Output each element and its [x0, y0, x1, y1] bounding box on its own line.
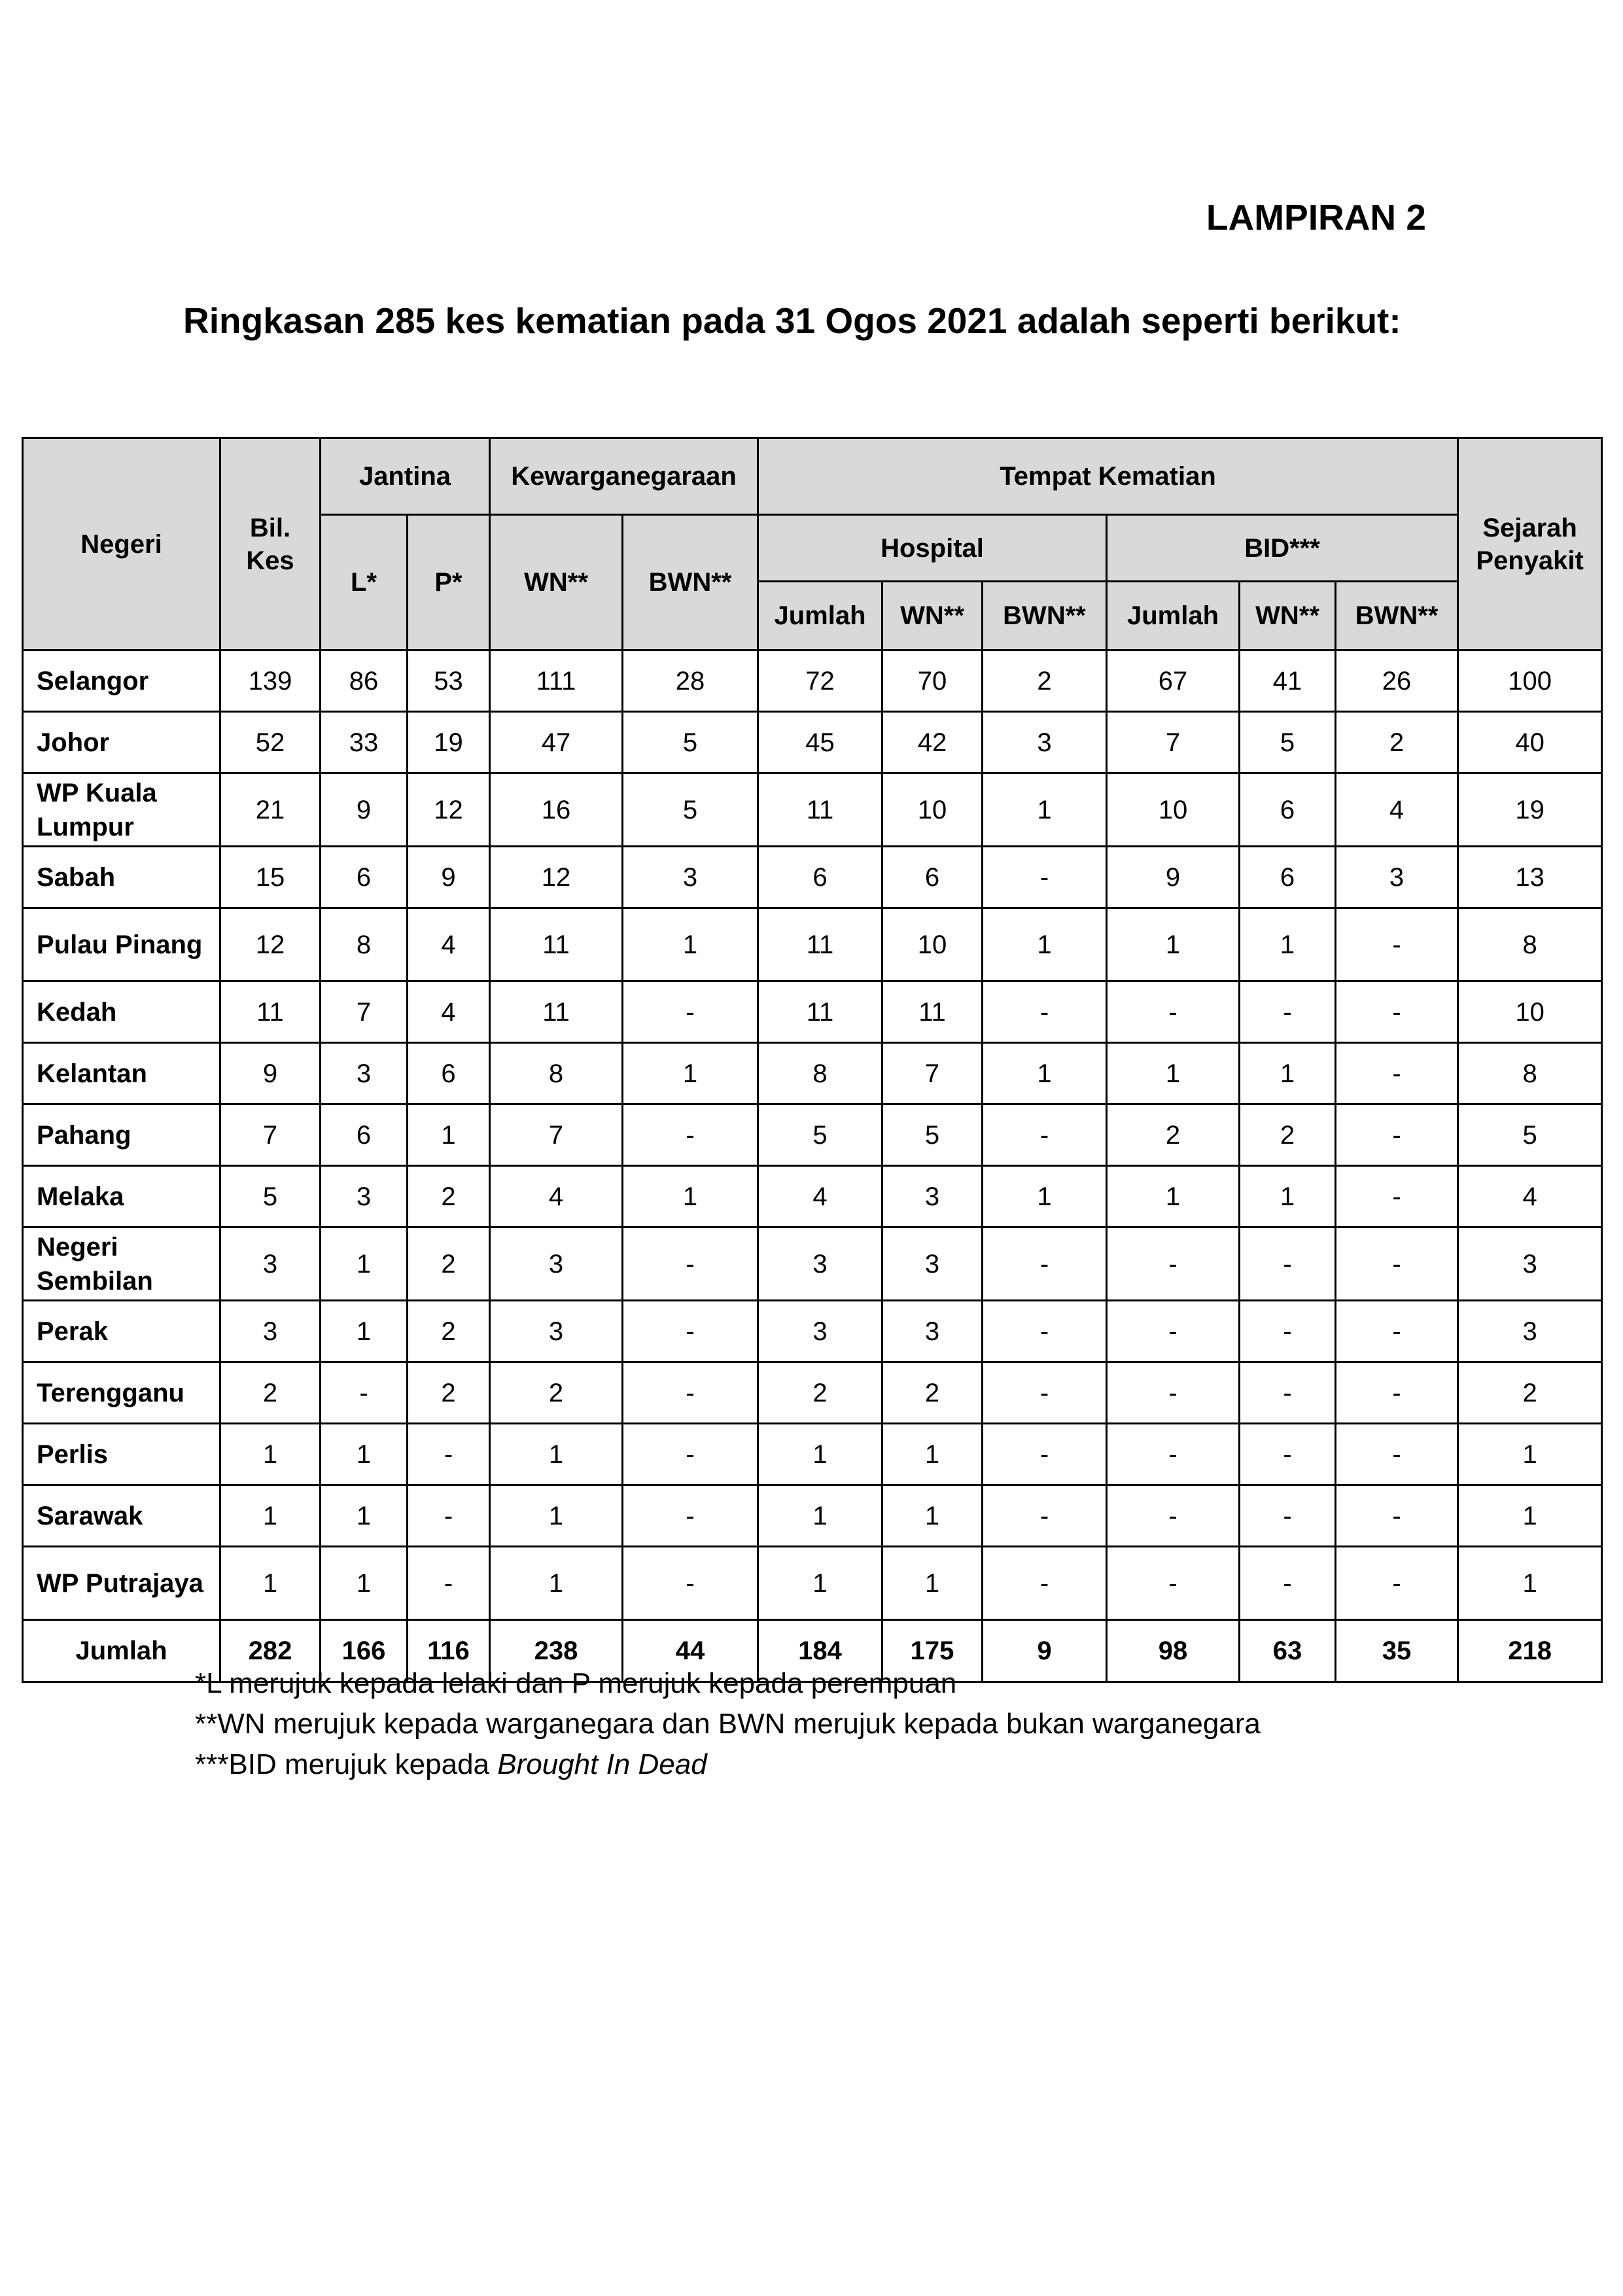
- value-cell: 16: [490, 773, 623, 847]
- header-wn: WN**: [490, 515, 623, 650]
- value-cell: 1: [1107, 1166, 1240, 1227]
- total-value-cell: 166: [321, 1620, 408, 1682]
- value-cell: 70: [882, 650, 983, 712]
- header-bid-wn: WN**: [1240, 582, 1336, 650]
- value-cell: 8: [1458, 1043, 1602, 1104]
- value-cell: 6: [321, 1104, 408, 1166]
- value-cell: 4: [490, 1166, 623, 1227]
- value-cell: 10: [882, 773, 983, 847]
- value-cell: -: [623, 1424, 758, 1485]
- value-cell: 1: [758, 1485, 882, 1547]
- table-row: [23, 1301, 1602, 1362]
- value-cell: 2: [983, 650, 1107, 712]
- value-cell: 12: [490, 847, 623, 908]
- value-cell: 7: [220, 1104, 321, 1166]
- header-bid-bwn: BWN**: [1336, 582, 1458, 650]
- value-cell: 9: [321, 773, 408, 847]
- value-cell: 1: [490, 1424, 623, 1485]
- value-cell: 4: [408, 981, 490, 1043]
- value-cell: -: [1336, 1362, 1458, 1424]
- appendix-label: LAMPIRAN 2: [1206, 197, 1426, 238]
- state-cell: Selangor: [23, 650, 220, 712]
- value-cell: -: [623, 1485, 758, 1547]
- value-cell: -: [1107, 1424, 1240, 1485]
- state-cell: Pahang: [23, 1104, 220, 1166]
- value-cell: 2: [758, 1362, 882, 1424]
- value-cell: 45: [758, 712, 882, 773]
- state-cell: Melaka: [23, 1166, 220, 1227]
- value-cell: 1: [983, 773, 1107, 847]
- value-cell: -: [1240, 1301, 1336, 1362]
- value-cell: 9: [220, 1043, 321, 1104]
- value-cell: 100: [1458, 650, 1602, 712]
- table-row: [23, 1227, 1602, 1301]
- value-cell: 6: [758, 847, 882, 908]
- value-cell: -: [1240, 1227, 1336, 1301]
- table-row: [23, 1104, 1602, 1166]
- value-cell: 1: [983, 1166, 1107, 1227]
- value-cell: 12: [220, 908, 321, 981]
- value-cell: 42: [882, 712, 983, 773]
- value-cell: -: [1336, 1043, 1458, 1104]
- value-cell: 6: [321, 847, 408, 908]
- header-tempat-kematian: Tempat Kematian: [758, 438, 1458, 515]
- value-cell: 5: [882, 1104, 983, 1166]
- value-cell: -: [623, 1227, 758, 1301]
- value-cell: 1: [408, 1104, 490, 1166]
- value-cell: -: [1336, 1301, 1458, 1362]
- value-cell: 21: [220, 773, 321, 847]
- value-cell: 11: [882, 981, 983, 1043]
- value-cell: -: [1336, 1104, 1458, 1166]
- footnote-citizenship: **WN merujuk kepada warganegara dan BWN merujuk kepada bukan warganegara: [195, 1708, 1261, 1740]
- value-cell: 1: [1240, 908, 1336, 981]
- value-cell: 1: [220, 1485, 321, 1547]
- value-cell: 26: [1336, 650, 1458, 712]
- state-cell: Perlis: [23, 1424, 220, 1485]
- value-cell: 11: [490, 908, 623, 981]
- value-cell: 11: [758, 908, 882, 981]
- state-cell: Negeri Sembilan: [23, 1227, 220, 1301]
- value-cell: 3: [220, 1227, 321, 1301]
- value-cell: 11: [758, 981, 882, 1043]
- value-cell: 3: [490, 1301, 623, 1362]
- value-cell: 1: [882, 1424, 983, 1485]
- value-cell: 52: [220, 712, 321, 773]
- state-cell: WP Kuala Lumpur: [23, 773, 220, 847]
- value-cell: 2: [1458, 1362, 1602, 1424]
- value-cell: 3: [321, 1166, 408, 1227]
- value-cell: 40: [1458, 712, 1602, 773]
- value-cell: 1: [1458, 1424, 1602, 1485]
- value-cell: 1: [1240, 1043, 1336, 1104]
- value-cell: -: [1336, 1424, 1458, 1485]
- value-cell: 67: [1107, 650, 1240, 712]
- value-cell: 3: [882, 1166, 983, 1227]
- value-cell: -: [1336, 1485, 1458, 1547]
- deaths-summary-table: [22, 437, 1603, 1683]
- value-cell: 5: [758, 1104, 882, 1166]
- total-value-cell: 238: [490, 1620, 623, 1682]
- value-cell: 1: [882, 1547, 983, 1620]
- value-cell: -: [408, 1424, 490, 1485]
- table-row: [23, 1485, 1602, 1547]
- value-cell: 1: [1240, 1166, 1336, 1227]
- value-cell: 5: [623, 712, 758, 773]
- state-cell: Sarawak: [23, 1485, 220, 1547]
- value-cell: 7: [1107, 712, 1240, 773]
- table-row: [23, 773, 1602, 847]
- value-cell: 4: [408, 908, 490, 981]
- value-cell: 72: [758, 650, 882, 712]
- value-cell: 3: [758, 1227, 882, 1301]
- value-cell: 4: [1458, 1166, 1602, 1227]
- value-cell: 28: [623, 650, 758, 712]
- header-bil-kes: Bil. Kes: [220, 438, 321, 650]
- header-hospital-jumlah: Jumlah: [758, 582, 882, 650]
- value-cell: 8: [1458, 908, 1602, 981]
- state-cell: WP Putrajaya: [23, 1547, 220, 1620]
- state-cell: Johor: [23, 712, 220, 773]
- value-cell: 2: [408, 1166, 490, 1227]
- value-cell: -: [623, 1362, 758, 1424]
- value-cell: -: [1240, 981, 1336, 1043]
- total-value-cell: 9: [983, 1620, 1107, 1682]
- value-cell: -: [983, 1547, 1107, 1620]
- value-cell: -: [1107, 981, 1240, 1043]
- value-cell: 41: [1240, 650, 1336, 712]
- total-value-cell: 184: [758, 1620, 882, 1682]
- value-cell: 1: [1107, 1043, 1240, 1104]
- total-label: Jumlah: [23, 1620, 220, 1682]
- table-row: [23, 650, 1602, 712]
- value-cell: 9: [1107, 847, 1240, 908]
- header-bwn: BWN**: [623, 515, 758, 650]
- value-cell: 2: [408, 1362, 490, 1424]
- value-cell: 2: [490, 1362, 623, 1424]
- table-row: [23, 981, 1602, 1043]
- value-cell: 19: [1458, 773, 1602, 847]
- value-cell: 12: [408, 773, 490, 847]
- value-cell: 3: [623, 847, 758, 908]
- value-cell: 1: [983, 908, 1107, 981]
- header-hospital: Hospital: [758, 515, 1107, 582]
- value-cell: 11: [490, 981, 623, 1043]
- value-cell: 1: [220, 1424, 321, 1485]
- value-cell: 3: [1458, 1301, 1602, 1362]
- value-cell: -: [1336, 981, 1458, 1043]
- value-cell: -: [1336, 908, 1458, 981]
- value-cell: 111: [490, 650, 623, 712]
- total-value-cell: 63: [1240, 1620, 1336, 1682]
- footnote-bid-text: ***BID merujuk kepada: [195, 1748, 498, 1780]
- footnotes: [195, 1663, 1261, 1785]
- value-cell: 1: [758, 1424, 882, 1485]
- value-cell: 7: [321, 981, 408, 1043]
- value-cell: 1: [490, 1547, 623, 1620]
- table-row: [23, 1362, 1602, 1424]
- value-cell: 2: [1336, 712, 1458, 773]
- value-cell: -: [1107, 1362, 1240, 1424]
- value-cell: 10: [882, 908, 983, 981]
- value-cell: 9: [408, 847, 490, 908]
- value-cell: 2: [408, 1301, 490, 1362]
- value-cell: 6: [408, 1043, 490, 1104]
- value-cell: 7: [490, 1104, 623, 1166]
- value-cell: 10: [1458, 981, 1602, 1043]
- value-cell: 3: [758, 1301, 882, 1362]
- value-cell: 8: [321, 908, 408, 981]
- header-sejarah-penyakit: Sejarah Penyakit: [1458, 438, 1602, 650]
- header-kewarganegaraan: Kewarganegaraan: [490, 438, 758, 515]
- value-cell: -: [1336, 1166, 1458, 1227]
- value-cell: 139: [220, 650, 321, 712]
- value-cell: -: [983, 1485, 1107, 1547]
- value-cell: 6: [882, 847, 983, 908]
- value-cell: 11: [758, 773, 882, 847]
- value-cell: 2: [220, 1362, 321, 1424]
- value-cell: -: [1107, 1547, 1240, 1620]
- value-cell: 1: [882, 1485, 983, 1547]
- value-cell: 7: [882, 1043, 983, 1104]
- value-cell: 2: [882, 1362, 983, 1424]
- value-cell: -: [1107, 1227, 1240, 1301]
- value-cell: 53: [408, 650, 490, 712]
- value-cell: -: [1240, 1424, 1336, 1485]
- value-cell: 8: [490, 1043, 623, 1104]
- value-cell: 1: [490, 1485, 623, 1547]
- header-p: P*: [408, 515, 490, 650]
- intro-paragraph: Ringkasan 285 kes kematian pada 31 Ogos 2021 adalah seperti berikut:: [183, 300, 1401, 341]
- value-cell: 2: [408, 1227, 490, 1301]
- value-cell: -: [623, 981, 758, 1043]
- value-cell: 1: [623, 908, 758, 981]
- value-cell: -: [1240, 1547, 1336, 1620]
- footnote-bid-italic: Brought In Dead: [497, 1748, 707, 1780]
- total-value-cell: 98: [1107, 1620, 1240, 1682]
- total-value-cell: 116: [408, 1620, 490, 1682]
- value-cell: 1: [321, 1485, 408, 1547]
- value-cell: 5: [220, 1166, 321, 1227]
- table-row: [23, 1043, 1602, 1104]
- value-cell: -: [1107, 1301, 1240, 1362]
- value-cell: 3: [1458, 1227, 1602, 1301]
- value-cell: -: [983, 981, 1107, 1043]
- state-cell: Terengganu: [23, 1362, 220, 1424]
- state-cell: Kelantan: [23, 1043, 220, 1104]
- table-body: [23, 650, 1602, 1620]
- value-cell: 47: [490, 712, 623, 773]
- value-cell: 2: [1107, 1104, 1240, 1166]
- value-cell: 8: [758, 1043, 882, 1104]
- table-row: [23, 1166, 1602, 1227]
- value-cell: 10: [1107, 773, 1240, 847]
- value-cell: -: [983, 1104, 1107, 1166]
- value-cell: 3: [882, 1227, 983, 1301]
- value-cell: 1: [321, 1424, 408, 1485]
- value-cell: 1: [1107, 908, 1240, 981]
- value-cell: 1: [623, 1043, 758, 1104]
- value-cell: 3: [220, 1301, 321, 1362]
- table-row: [23, 712, 1602, 773]
- value-cell: 4: [1336, 773, 1458, 847]
- total-value-cell: 218: [1458, 1620, 1602, 1682]
- state-cell: Sabah: [23, 847, 220, 908]
- value-cell: -: [321, 1362, 408, 1424]
- value-cell: 1: [623, 1166, 758, 1227]
- header-l: L*: [321, 515, 408, 650]
- value-cell: 3: [882, 1301, 983, 1362]
- value-cell: -: [623, 1301, 758, 1362]
- header-bid: BID***: [1107, 515, 1458, 582]
- header-hospital-wn: WN**: [882, 582, 983, 650]
- value-cell: 19: [408, 712, 490, 773]
- value-cell: 1: [321, 1227, 408, 1301]
- value-cell: 1: [220, 1547, 321, 1620]
- table-header: [23, 438, 1602, 650]
- value-cell: -: [983, 1227, 1107, 1301]
- value-cell: -: [983, 847, 1107, 908]
- value-cell: 5: [1240, 712, 1336, 773]
- value-cell: 1: [758, 1547, 882, 1620]
- value-cell: -: [1336, 1547, 1458, 1620]
- state-cell: Perak: [23, 1301, 220, 1362]
- value-cell: 6: [1240, 773, 1336, 847]
- table-row: [23, 908, 1602, 981]
- value-cell: -: [983, 1424, 1107, 1485]
- value-cell: 86: [321, 650, 408, 712]
- value-cell: -: [1240, 1362, 1336, 1424]
- header-hospital-bwn: BWN**: [983, 582, 1107, 650]
- value-cell: 4: [758, 1166, 882, 1227]
- value-cell: -: [1240, 1485, 1336, 1547]
- total-value-cell: 35: [1336, 1620, 1458, 1682]
- value-cell: 3: [321, 1043, 408, 1104]
- value-cell: -: [1336, 1227, 1458, 1301]
- value-cell: 2: [1240, 1104, 1336, 1166]
- header-bid-jumlah: Jumlah: [1107, 582, 1240, 650]
- value-cell: 33: [321, 712, 408, 773]
- state-cell: Kedah: [23, 981, 220, 1043]
- value-cell: 3: [983, 712, 1107, 773]
- value-cell: -: [623, 1104, 758, 1166]
- table-row: [23, 1424, 1602, 1485]
- value-cell: 1: [321, 1547, 408, 1620]
- value-cell: 11: [220, 981, 321, 1043]
- value-cell: 3: [1336, 847, 1458, 908]
- footnote-gender: *L merujuk kepada lelaki dan P merujuk kepada perempuan: [195, 1667, 957, 1699]
- value-cell: 1: [321, 1301, 408, 1362]
- total-value-cell: 175: [882, 1620, 983, 1682]
- footnote-bid: [195, 1744, 1261, 1785]
- total-value-cell: 282: [220, 1620, 321, 1682]
- header-jantina: Jantina: [321, 438, 490, 515]
- table-row: [23, 1547, 1602, 1620]
- header-negeri: Negeri: [23, 438, 220, 650]
- value-cell: 5: [623, 773, 758, 847]
- value-cell: -: [408, 1485, 490, 1547]
- value-cell: -: [408, 1547, 490, 1620]
- value-cell: 1: [983, 1043, 1107, 1104]
- value-cell: -: [983, 1301, 1107, 1362]
- value-cell: 15: [220, 847, 321, 908]
- value-cell: 1: [1458, 1547, 1602, 1620]
- value-cell: 3: [490, 1227, 623, 1301]
- value-cell: -: [623, 1547, 758, 1620]
- value-cell: -: [983, 1362, 1107, 1424]
- total-value-cell: 44: [623, 1620, 758, 1682]
- value-cell: 5: [1458, 1104, 1602, 1166]
- value-cell: 13: [1458, 847, 1602, 908]
- value-cell: -: [1107, 1485, 1240, 1547]
- value-cell: 6: [1240, 847, 1336, 908]
- state-cell: Pulau Pinang: [23, 908, 220, 981]
- value-cell: 1: [1458, 1485, 1602, 1547]
- table-row: [23, 847, 1602, 908]
